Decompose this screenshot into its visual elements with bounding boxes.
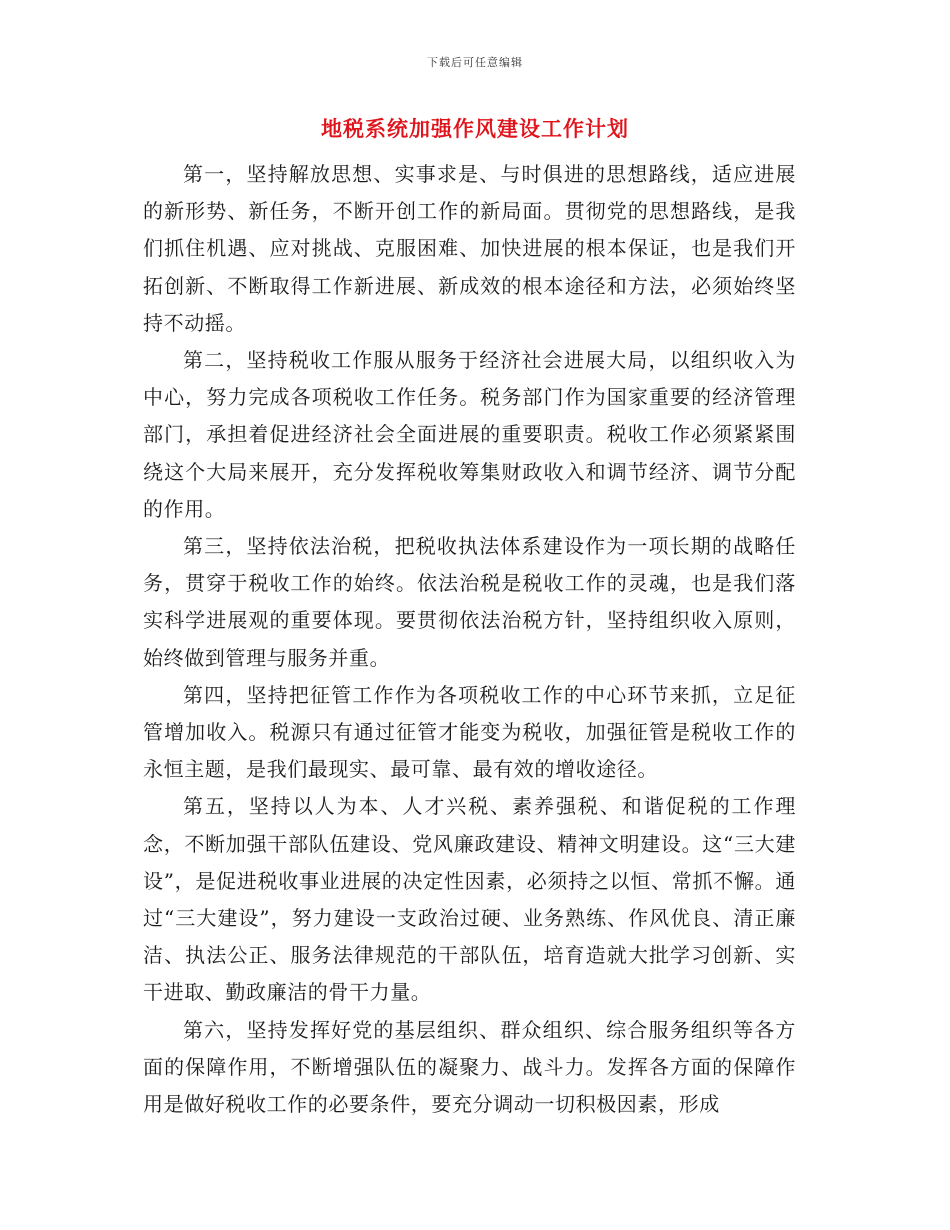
page-header-note: 下载后可任意编辑: [427, 56, 523, 69]
document-title: 地税系统加强作风建设工作计划: [321, 116, 629, 141]
paragraph-1: 第一，坚持解放思想、实事求是、与时俱进的思想路线，适应进展的新形势、新任务，不断开创工作的新局面。贯彻党的思想路线，是我们抓住机遇、应对挑战、克服困难、加快进展的根本保证，也是我们开拓创新、不断取得工作新进展、新成效的根本途径和方法，必须始终坚持不动摇。: [143, 162, 796, 335]
paragraph-6: 第六，坚持发挥好党的基层组织、群众组织、综合服务组织等各方面的保障作用，不断增强队伍的凝聚力、战斗力。发挥各方面的保障作用是做好税收工作的必要条件，要充分调动一切积极因素，形成: [143, 1017, 796, 1117]
paragraph-3: 第三，坚持依法治税，把税收执法体系建设作为一项长期的战略任务，贯穿于税收工作的始终。依法治税是税收工作的灵魂，也是我们落实科学进展观的重要体现。要贯彻依法治税方针，坚持组织收入原则，始终做到管理与服务并重。: [143, 534, 796, 670]
paragraph-2: 第二，坚持税收工作服从服务于经济社会进展大局，以组织收入为中心，努力完成各项税收工作任务。税务部门作为国家重要的经济管理部门，承担着促进经济社会全面进展的重要职责。税收工作必须紧紧围绕这个大局来展开，充分发挥税收筹集财政收入和调节经济、调节分配的作用。: [143, 348, 796, 521]
paragraph-4: 第四，坚持把征管工作作为各项税收工作的中心环节来抓，立足征管增加收入。税源只有通过征管才能变为税收，加强征管是税收工作的永恒主题，是我们最现实、最可靠、最有效的增收途径。: [143, 682, 796, 782]
document-body: [143, 156, 796, 1123]
paragraph-5: 第五，坚持以人为本、人才兴税、素养强税、和谐促税的工作理念，不断加强干部队伍建设、党风廉政建设、精神文明建设。这“三大建设”，是促进税收事业进展的决定性因素，必须持之以恒、常抓不懈。通过“三大建设”，努力建设一支政治过硬、业务熟练、作风优良、清正廉洁、执法公正、服务法律规范的干部队伍，培育造就大批学习创新、实干进取、勤政廉洁的骨干力量。: [143, 794, 796, 1005]
